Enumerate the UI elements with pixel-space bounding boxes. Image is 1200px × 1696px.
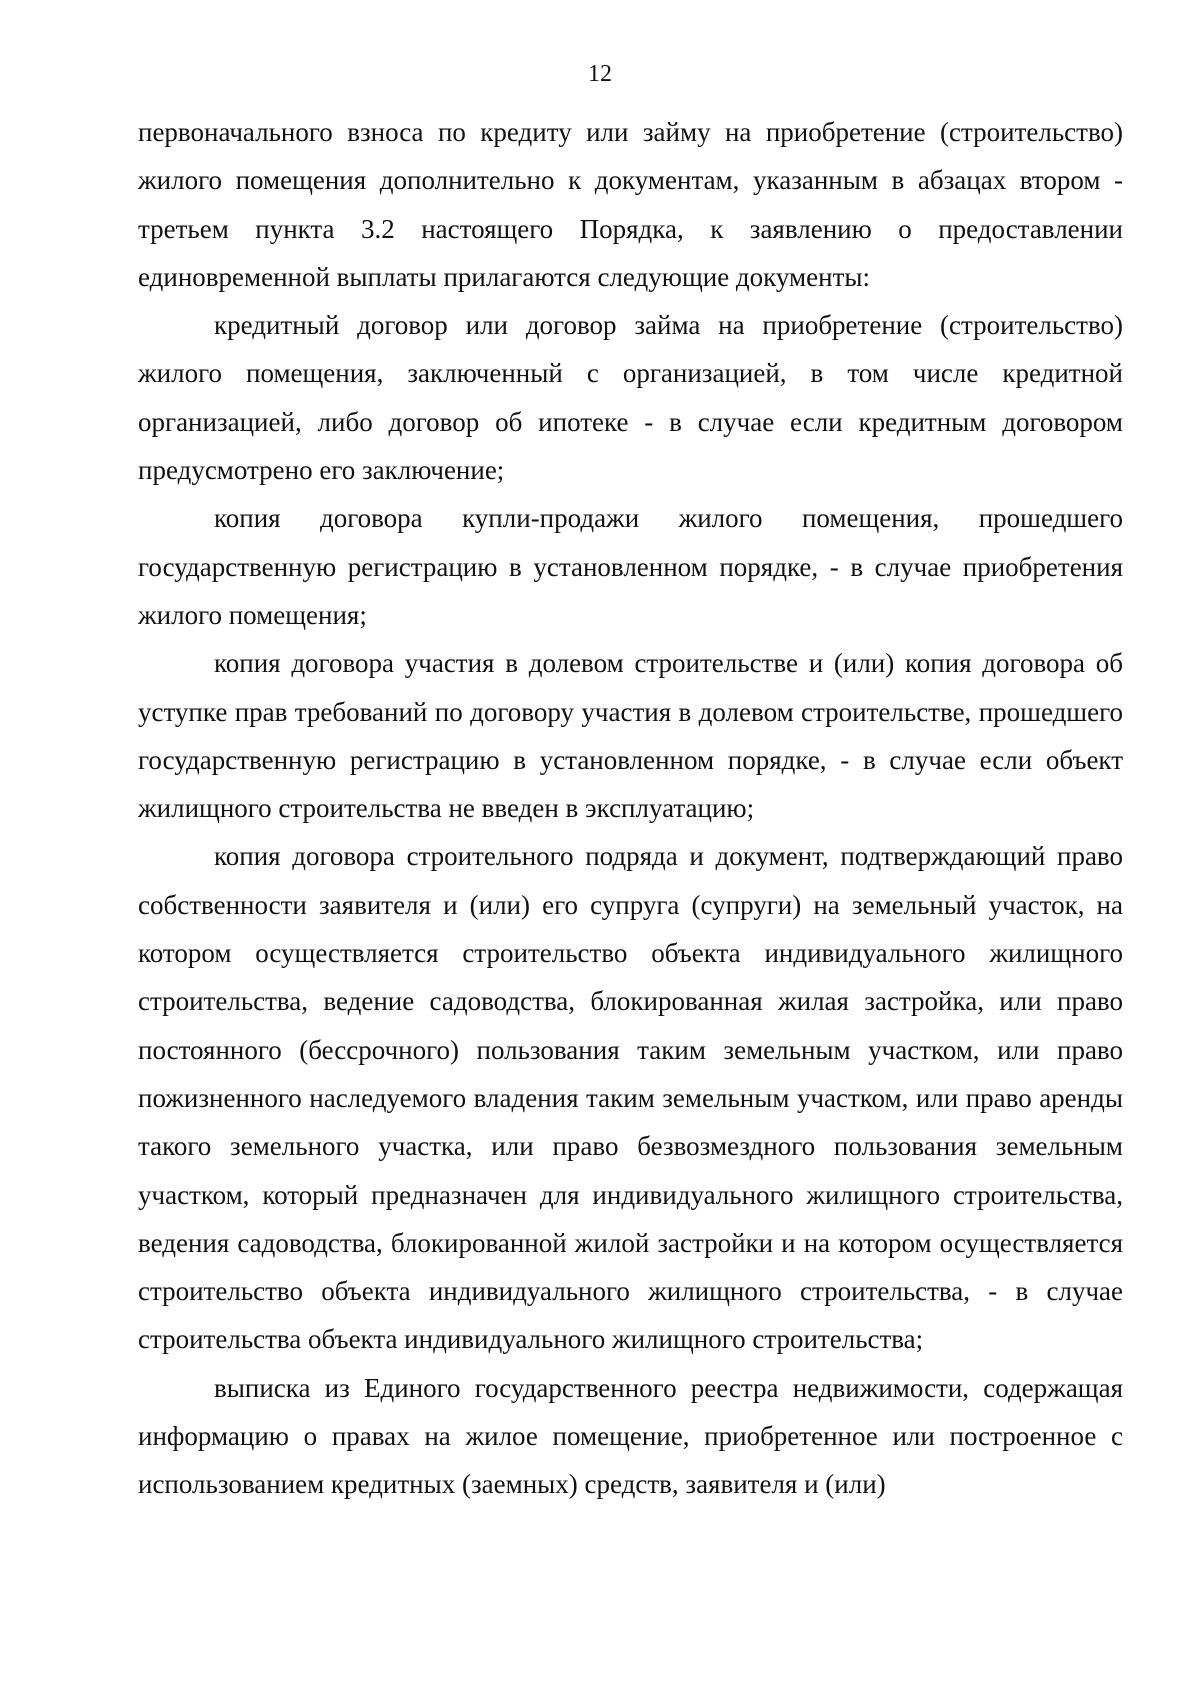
paragraph-continuation: первоначального взноса по кредиту или займу на приобретение (строительство) жилого помещения дополнительно к документам, указанным в абзацах втором - третьем пункта 3.2 настоящего Порядка, к заявлению о предоставлении единовременной выплаты прилагаются следующие документы: [138,117,1123,292]
document-body [138,108,1123,1509]
paragraph-registry-extract: выписка из Единого государственного реестра недвижимости, содержащая информацию о правах на жилое помещение, приобретенное или построенное с использованием кредитных (заемных) средств, заявителя и (или) [138,1372,1123,1500]
page-number: 12 [588,61,612,87]
paragraph-sale-contract: копия договора купли-продажи жилого помещения, прошедшего государственную регистрацию в установленном порядке, - в случае приобретения жилого помещения; [138,503,1123,630]
paragraph-construction-contract: копия договора строительного подряда и документ, подтверждающий право собственности заявителя и (или) его супруга (супруги) на земельный участок, на котором осуществляется строительство объекта индивидуального жилищного строительства, ведение садоводства, блокированная жилая застройка, или право постоянного (бессрочного) пользования таким земельным участком, или право пожизненного наследуемого владения таким земельным участком, или право аренды такого земельного участка, или право безвозмездного пользования земельным участком, который предназначен для индивидуального жилищного строительства, ведения садоводства, блокированной жилой застройки и на котором осуществляется строительство объекта индивидуального жилищного строительства, - в случае строительства объекта индивидуального жилищного строительства; [138,841,1123,1355]
paragraph-shared-construction: копия договора участия в долевом строительстве и (или) копия договора об уступке прав требований по договору участия в долевом строительстве, прошедшего государственную регистрацию в установленном порядке, - в случае если объект жилищного строительства не введен в эксплуатацию; [138,648,1123,824]
paragraph-credit-agreement: кредитный договор или договор займа на приобретение (строительство) жилого помещения, заключенный с организацией, в том числе кредитной организацией, либо договор об ипотеке - в случае если кредитным договором предусмотрено его заключение; [138,310,1123,486]
